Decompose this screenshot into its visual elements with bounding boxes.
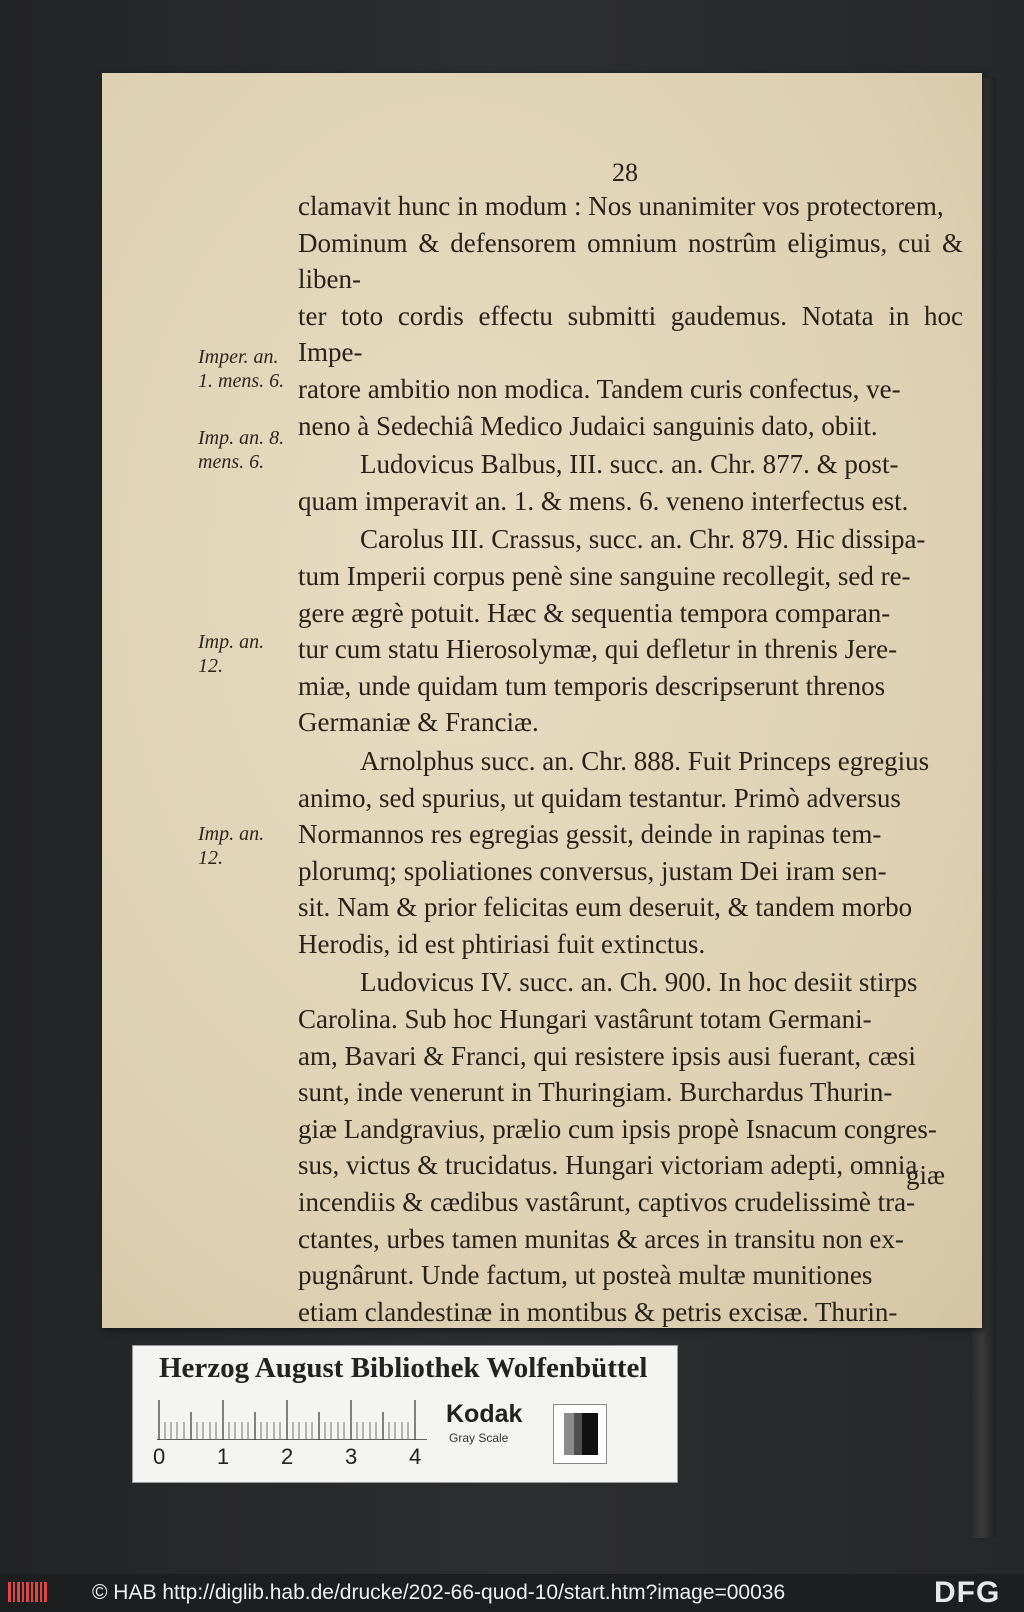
- scale-number: 4: [409, 1444, 422, 1469]
- paragraph: [298, 188, 963, 444]
- text-line: sit. Nam & prior felicitas eum deseruit, & tandem morbo: [298, 892, 913, 923]
- barcode-icon: [8, 1580, 48, 1604]
- text-line: quam imperavit an. 1. & mens. 6. veneno interfectus est.: [298, 485, 909, 516]
- scale-number: 3: [345, 1444, 358, 1469]
- scale-number: 1: [217, 1444, 230, 1469]
- margin-note: Imp. an. 12.: [198, 631, 265, 677]
- dfg-logo: DFG: [934, 1576, 1001, 1609]
- library-name: Herzog August Bibliothek Wolfenbüttel: [159, 1352, 648, 1384]
- body-text: [298, 188, 963, 1330]
- text-line: pugnârunt. Unde factum, ut posteà multæ munitiones: [298, 1260, 873, 1291]
- text-line: clamavit hunc in modum : Nos unanimiter vos protectorem,: [298, 191, 944, 221]
- text-line: Ludovicus IV. succ. an. Ch. 900. In hoc desiit stirps: [360, 967, 918, 998]
- text-line: sunt, inde venerunt in Thuringiam. Burchardus Thurin-: [298, 1077, 893, 1108]
- paragraph: [298, 446, 963, 519]
- text-line: Carolina. Sub hoc Hungari vastârunt totam Germani-: [298, 1004, 872, 1035]
- text-line: etiam clandestinæ in montibus & petris excisæ. Thurin-: [298, 1296, 898, 1327]
- paragraph: [298, 521, 963, 741]
- text-line: Herodis, id est phtiriasi fuit extinctus.: [298, 928, 706, 959]
- gray-swatch: [553, 1404, 607, 1464]
- text-line: sus, victus & trucidatus. Hungari victoriam adepti, omnia: [298, 1150, 918, 1181]
- text-line: Carolus III. Crassus, succ. an. Chr. 879. Hic dissipa-: [360, 524, 926, 555]
- text-line: miæ, unde quidam tum temporis descripserunt threnos: [298, 670, 886, 701]
- text-line: tum Imperii corpus penè sine sanguine recollegit, sed re-: [298, 560, 911, 591]
- scale-number: 0: [153, 1444, 166, 1469]
- page-number: 28: [612, 158, 638, 187]
- color-target-card: [132, 1345, 678, 1483]
- text-line: ter toto cordis effectu submitti gaudemus. Notata in hoc Impe-: [298, 300, 963, 368]
- text-line: gere ægrè potuit. Hæc & sequentia tempora comparan-: [298, 597, 891, 628]
- text-line: Ludovicus Balbus, III. succ. an. Chr. 877. & post-: [360, 449, 899, 480]
- text-line: giæ Landgravius, prælio cum ipsis propè Isnacum congres-: [298, 1113, 937, 1144]
- text-line: animo, sed spurius, ut quidam testantur. Primò adversus: [298, 782, 901, 813]
- source-url[interactable]: © HAB http://diglib.hab.de/drucke/202-66-quod-10/start.htm?image=00036: [92, 1581, 786, 1604]
- text-line: Normannos res egregias gessit, deinde in rapinas tem-: [298, 819, 882, 850]
- text-line: incendiis & cædibus vastârunt, captivos crudelissimè tra-: [298, 1187, 916, 1218]
- catchword: giæ: [906, 1160, 946, 1190]
- footer-bar: [0, 1574, 1024, 1612]
- margin-note: Imper. an. 1. mens. 6.: [198, 346, 285, 392]
- text-line: ctantes, urbes tamen munitas & arces in transitu non ex-: [298, 1223, 904, 1254]
- text-line: neno à Sedechiâ Medico Judaici sanguinis dato, obiit.: [298, 410, 878, 441]
- gray-scale-label: Gray Scale: [449, 1431, 509, 1445]
- text-line: am, Bavari & Franci, qui resistere ipsis ausi fuerant, cæsi: [298, 1040, 916, 1071]
- text-line: Dominum & defensorem omnium nostrûm eligimus, cui & liben-: [298, 227, 963, 295]
- paragraph: [298, 743, 963, 963]
- paragraph: [298, 964, 963, 1330]
- scale-number: 2: [281, 1444, 294, 1469]
- margin-note: Imp. an. 12.: [198, 823, 265, 869]
- text-line: Germaniæ & Franciæ.: [298, 707, 539, 738]
- ruler-scale: [157, 1400, 427, 1440]
- text-line: plorumq; spoliationes conversus, justam Dei iram sen-: [298, 855, 887, 886]
- text-line: ratore ambitio non modica. Tandem curis confectus, ve-: [298, 373, 901, 404]
- text-line: Arnolphus succ. an. Chr. 888. Fuit Princeps egregius: [360, 745, 930, 776]
- text-line: tur cum statu Hierosolymæ, qui defletur in threnis Jere-: [298, 634, 898, 665]
- kodak-label: Kodak: [446, 1400, 523, 1428]
- margin-note: Imp. an. 8. mens. 6.: [198, 427, 285, 473]
